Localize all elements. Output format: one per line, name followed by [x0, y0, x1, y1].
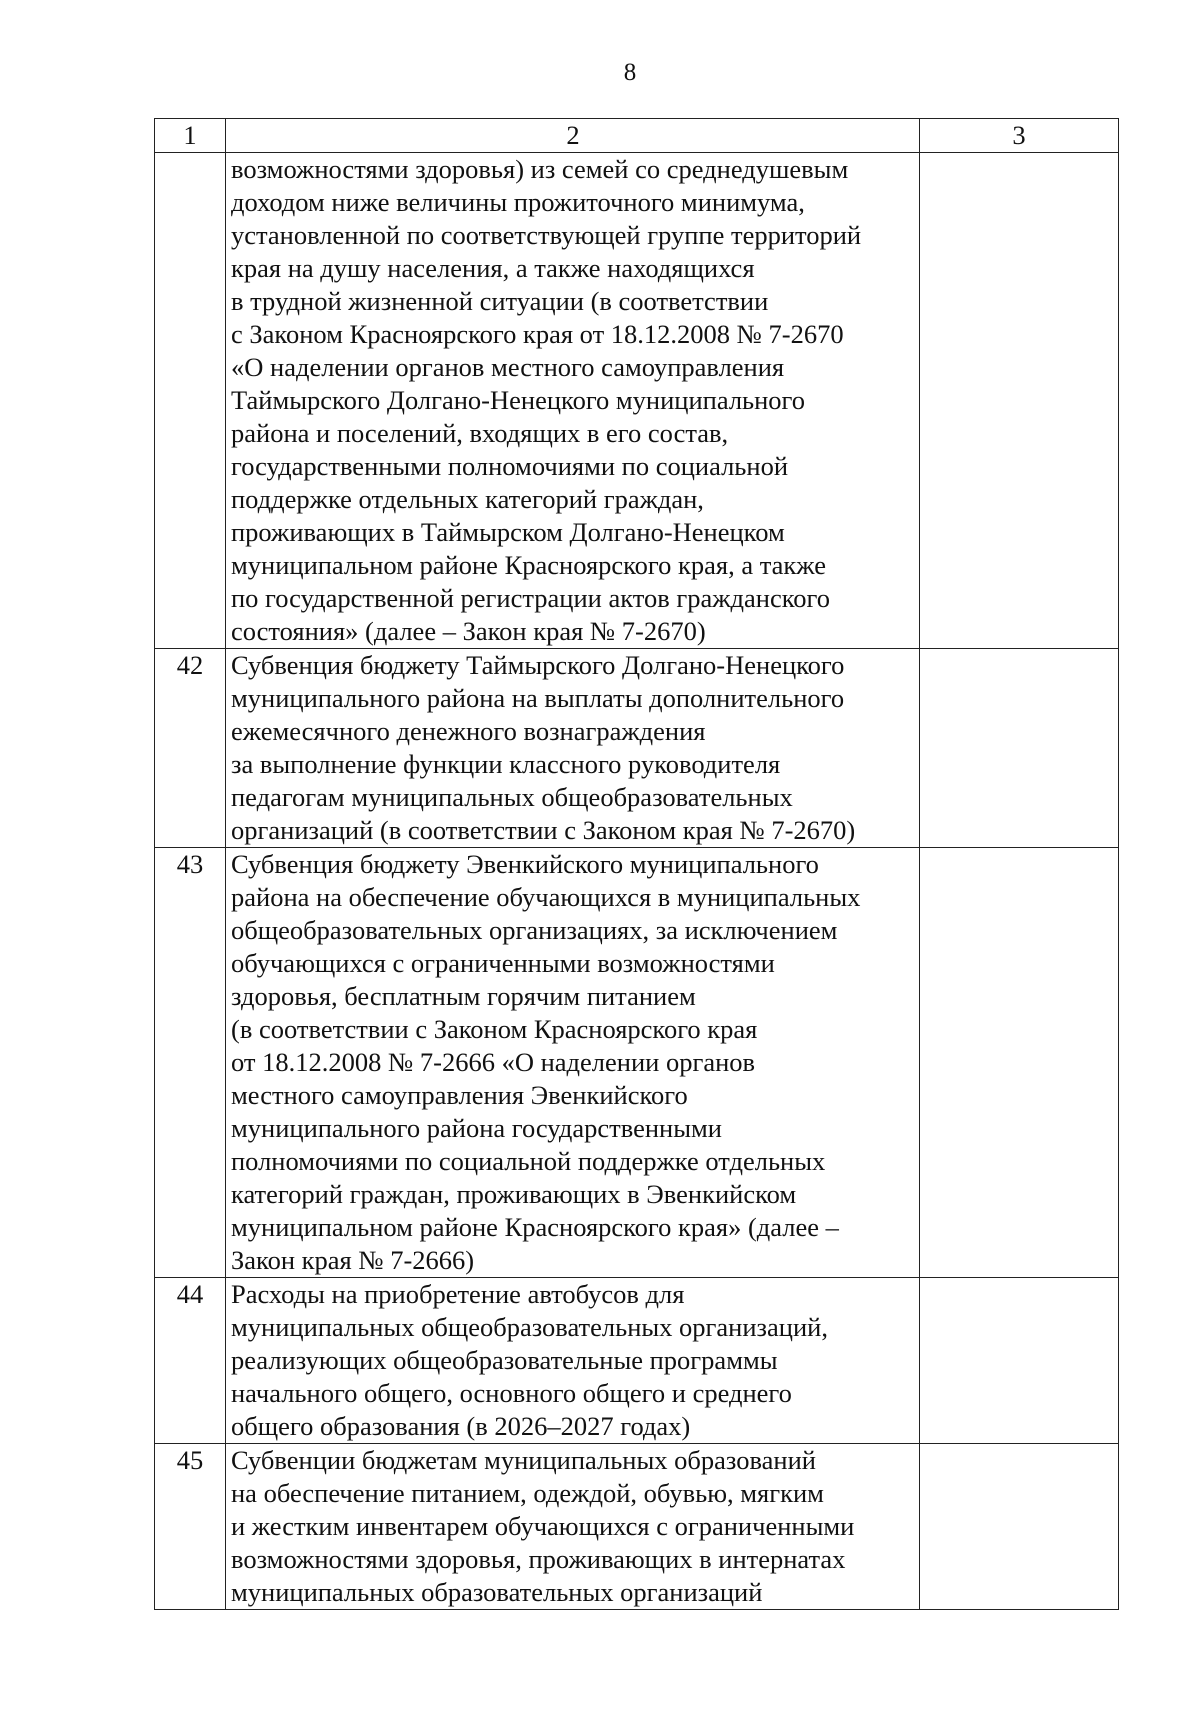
text-line: муниципальных образовательных организаций: [231, 1577, 763, 1607]
row-description: [226, 153, 920, 649]
row-number: 43: [155, 848, 226, 1278]
row-description: [226, 848, 920, 1278]
text-line: района на обеспечение обучающихся в муниципальных: [231, 882, 861, 912]
text-line: «О наделении органов местного самоуправления: [231, 352, 785, 382]
table-row: [155, 1444, 1119, 1610]
text-line: Расходы на приобретение автобусов для: [231, 1279, 685, 1309]
text-line: возможностями здоровья) из семей со среднедушевым: [231, 154, 849, 184]
text-line: реализующих общеобразовательные программы: [231, 1345, 778, 1375]
text-line: общего образования (в 2026–2027 годах): [231, 1411, 691, 1441]
text-line: от 18.12.2008 № 7-2666 «О наделении органов: [231, 1047, 756, 1077]
text-line: за выполнение функции классного руководителя: [231, 749, 781, 779]
text-line: полномочиями по социальной поддержке отдельных: [231, 1146, 826, 1176]
text-line: доходом ниже величины прожиточного минимума,: [231, 187, 805, 217]
text-line: муниципального района на выплаты дополнительного: [231, 683, 845, 713]
page-number: 8: [623, 59, 637, 86]
row-number: [155, 153, 226, 649]
table-row: [155, 153, 1119, 649]
text-line: и жестким инвентарем обучающихся с ограниченными: [231, 1511, 855, 1541]
table-row: [155, 848, 1119, 1278]
text-line: муниципального района государственными: [231, 1113, 722, 1143]
column-header-1: 1: [155, 119, 226, 153]
text-line: категорий граждан, проживающих в Эвенкийском: [231, 1179, 797, 1209]
table-header-row: [155, 119, 1119, 153]
row-column-3: [920, 649, 1119, 848]
row-number: 42: [155, 649, 226, 848]
text-line: обучающихся с ограниченными возможностями: [231, 948, 775, 978]
text-line: Субвенции бюджетам муниципальных образований: [231, 1445, 816, 1475]
row-column-3: [920, 848, 1119, 1278]
text-line: с Законом Красноярского края от 18.12.2008 № 7-2670: [231, 319, 844, 349]
text-line: Таймырского Долгано-Ненецкого муниципального: [231, 385, 806, 415]
text-line: муниципальных общеобразовательных организаций,: [231, 1312, 828, 1342]
text-line: местного самоуправления Эвенкийского: [231, 1080, 688, 1110]
text-line: начального общего, основного общего и среднего: [231, 1378, 792, 1408]
text-line: муниципальном районе Красноярского края, а также: [231, 550, 826, 580]
text-line: установленной по соответствующей группе территорий: [231, 220, 862, 250]
column-header-3: 3: [920, 119, 1119, 153]
text-line: в трудной жизненной ситуации (в соответствии: [231, 286, 769, 316]
text-line: общеобразовательных организациях, за исключением: [231, 915, 838, 945]
row-description: [226, 1278, 920, 1444]
row-number: 44: [155, 1278, 226, 1444]
row-column-3: [920, 153, 1119, 649]
text-line: Субвенция бюджету Эвенкийского муниципального: [231, 849, 819, 879]
text-line: здоровья, бесплатным горячим питанием: [231, 981, 696, 1011]
text-line: Субвенция бюджету Таймырского Долгано-Ненецкого: [231, 650, 845, 680]
text-line: поддержке отдельных категорий граждан,: [231, 484, 704, 514]
text-line: района и поселений, входящих в его состав,: [231, 418, 729, 448]
text-line: педагогам муниципальных общеобразовательных: [231, 782, 793, 812]
document-table: [154, 118, 1119, 1610]
text-line: организаций (в соответствии с Законом края № 7-2670): [231, 815, 856, 845]
text-line: возможностями здоровья, проживающих в интернатах: [231, 1544, 846, 1574]
text-line: проживающих в Таймырском Долгано-Ненецком: [231, 517, 785, 547]
row-description: [226, 649, 920, 848]
text-line: (в соответствии с Законом Красноярского края: [231, 1014, 758, 1044]
table-row: [155, 649, 1119, 848]
text-line: края на душу населения, а также находящихся: [231, 253, 755, 283]
table-row: [155, 1278, 1119, 1444]
row-column-3: [920, 1278, 1119, 1444]
text-line: муниципальном районе Красноярского края» (далее –: [231, 1212, 839, 1242]
column-header-2: 2: [226, 119, 920, 153]
text-line: на обеспечение питанием, одеждой, обувью, мягким: [231, 1478, 824, 1508]
text-line: по государственной регистрации актов гражданского: [231, 583, 830, 613]
row-number: 45: [155, 1444, 226, 1610]
text-line: Закон края № 7-2666): [231, 1245, 475, 1275]
row-description: [226, 1444, 920, 1610]
text-line: состояния» (далее – Закон края № 7-2670): [231, 616, 706, 646]
text-line: ежемесячного денежного вознаграждения: [231, 716, 706, 746]
row-column-3: [920, 1444, 1119, 1610]
text-line: государственными полномочиями по социальной: [231, 451, 789, 481]
